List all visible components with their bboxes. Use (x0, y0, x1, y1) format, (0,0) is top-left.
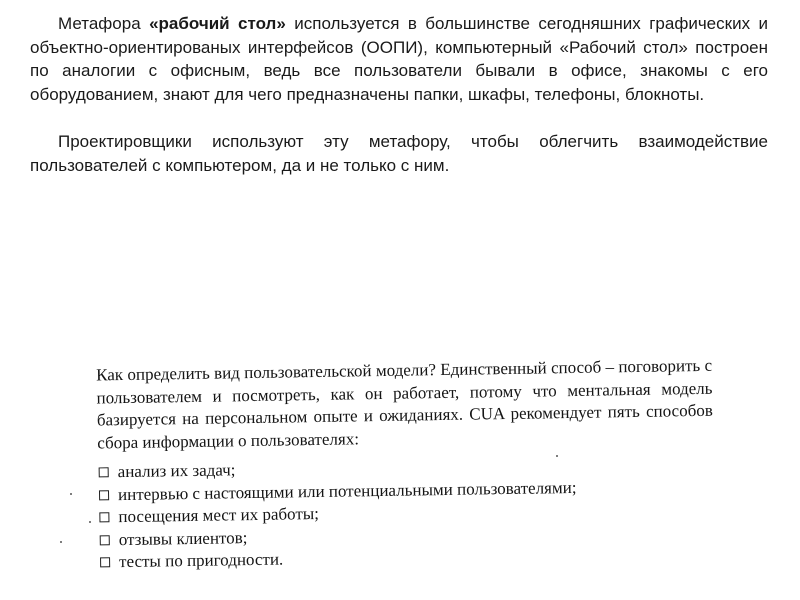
checkbox-bullet-icon (100, 558, 110, 568)
scan-speck (60, 541, 62, 543)
checkbox-bullet-icon (100, 535, 110, 545)
desktop-metaphor-term: «рабочий стол» (149, 14, 286, 33)
intro-paragraph-1 (30, 12, 768, 106)
checkbox-bullet-icon (99, 468, 109, 478)
list-item-text: посещения мест их работы; (118, 503, 320, 527)
scan-paragraph: Как определить вид пользовательской модели? Единственный способ – поговорить с пользователем и посмотреть, как он работает, потому что ментальная модель базируется на персональном опыте и ожиданиях. CUA рекомендует пять способов сбора информации о пользователях: (96, 355, 713, 452)
intro-p1-rest: используется в большинстве сегодняшних графических и объектно-ориентированых интерфейсов (ООПИ), компьютерный «Рабочий стол» построен по аналогии с офисным, ведь все пользователи бывали в офисе, знакомы с его оборудованием, знают для чего предназначены папки, шкафы, телефоны, блокноты. (30, 14, 768, 104)
list-item-text: тесты по пригодности. (118, 549, 284, 572)
intro-p1-prefix: Метафора (58, 14, 150, 33)
checkbox-bullet-icon (99, 490, 109, 500)
list-item-text: анализ их задач; (117, 460, 236, 482)
intro-paragraph-2 (30, 130, 768, 177)
methods-list (99, 452, 716, 574)
scan-speck (70, 493, 72, 495)
scan-speck (89, 521, 91, 523)
list-item-text: отзывы клиентов; (118, 527, 248, 549)
checkbox-bullet-icon (99, 513, 109, 523)
scan-speck (556, 455, 558, 457)
intro-text (30, 12, 768, 177)
list-item-text: интервью с настоящими или потенциальными пользователями; (117, 477, 577, 504)
intro-p2-text: Проектировщики используют эту метафору, чтобы облегчить взаимодействие пользователей с компьютером, да и не только с ним. (30, 132, 768, 175)
scanned-excerpt (62, 355, 715, 587)
